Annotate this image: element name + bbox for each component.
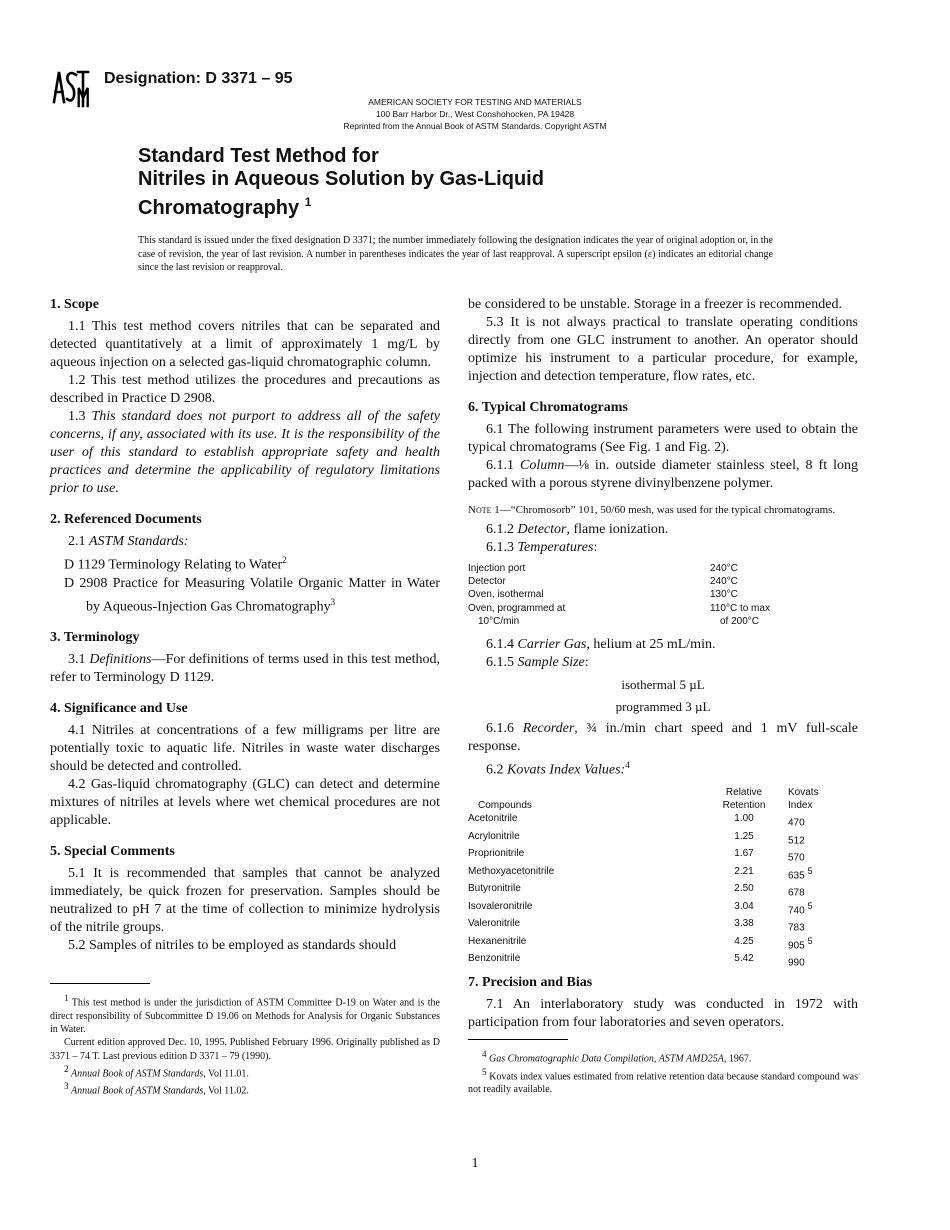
table-row (468, 952, 828, 970)
reference-d2908 (64, 575, 440, 617)
temp-row (468, 562, 798, 575)
compound-name: Methoxyacetonitrile (468, 865, 555, 877)
para-text: , helium at 25 mL/min. (586, 637, 716, 653)
para-num: 6.1.3 (486, 540, 514, 555)
footnote-1b: Current edition approved Dec. 10, 1995. Published February 1996. Originally published as D 3371 – 74 T. Last previous edition D 3371 – 79 (1990). (50, 1037, 440, 1062)
table-row (468, 917, 828, 935)
para-6-1-6 (468, 720, 858, 756)
para-5-2-continued: be considered to be unstable. Storage in a freezer is recommended. (468, 297, 842, 312)
table-row (468, 847, 828, 865)
footnote-text: Kovats index values estimated from relative retention data because standard compound was not readily available. (468, 1070, 858, 1096)
compound-name: Isovaleronitrile (468, 900, 533, 912)
para-num: 1.3 (68, 409, 86, 424)
footnote-text: , Vol 11.02. (203, 1085, 249, 1097)
compound-name: Acrylonitrile (468, 830, 520, 842)
temp-row (468, 615, 798, 628)
sample-programmed: programmed 3 µL (615, 699, 711, 715)
note-1 (468, 503, 858, 517)
para-num: 2.1 (68, 534, 86, 549)
para-4-1: 4.1 Nitriles at concentrations of a few milligrams per litre are potentially toxic to aquatic life. Nitriles in waste water discharges should be detected and controlled. (50, 723, 440, 775)
para-num: 6.1.1 (486, 458, 514, 473)
col-header: Retention (722, 799, 766, 811)
para-6-1-5 (468, 654, 858, 672)
footnote-mark: 4 (482, 1049, 487, 1059)
temp-label: 10°C/min (478, 615, 520, 627)
table-row (468, 830, 828, 848)
para-num: 6.2 (486, 762, 504, 778)
kovats-index: 740 (788, 905, 805, 917)
relative-retention: 3.38 (734, 918, 754, 930)
para-4-2: 4.2 Gas-liquid chromatography (GLC) can detect and determine mixtures of nitriles at levels where wet chemical procedures are not applicable. (50, 777, 440, 829)
relative-retention: 2.50 (734, 883, 754, 895)
kovats-header-row (468, 799, 828, 812)
term: Kovats Index Values: (507, 762, 626, 778)
footnote-mark: 4 (625, 760, 630, 771)
relative-retention: 4.25 (734, 935, 754, 947)
note-label: Note (468, 504, 492, 516)
col-header: Relative (725, 786, 763, 798)
footnote-5 (468, 1066, 858, 1097)
right-footnotes (468, 1048, 858, 1097)
para-num: 3.1 (68, 652, 86, 668)
para-num: 6.1.4 (486, 637, 514, 653)
table-row (468, 812, 828, 830)
footnote-mark: 5 (807, 935, 813, 946)
temp-value: 240°C (710, 563, 738, 574)
kovats-index: 570 (788, 852, 805, 864)
para-5-1: 5.1 It is recommended that samples that cannot be analyzed immediately, be quick frozen for preservation. Samples should be neutralized to pH 7 at the time of collection to minimize hydrolysis of the nitrile groups. (50, 866, 440, 936)
designation: Designation: D 3371 – 95 (104, 70, 293, 87)
safety-caveat: This standard does not purport to address all of the safety concerns, if any, associated with its use. It is the responsibility of the user of this standard to establish appropriate safety and health practices and determine the applicability of regulatory limitations prior to use. (50, 409, 440, 496)
footnote-text: , 1967. (723, 1053, 752, 1065)
term: Sample Size (517, 655, 585, 671)
temp-label: Oven, programmed at (468, 602, 566, 614)
para-text: , ¾ in./min chart speed and 1 mV full-scale response. (468, 721, 858, 755)
temp-value: of 200°C (720, 615, 760, 627)
temp-label: Oven, isothermal (468, 589, 544, 601)
temp-value: 240°C (710, 576, 738, 588)
footnote-title: Annual Book of ASTM Standards (71, 1068, 204, 1080)
para-6-1-3 (468, 539, 858, 557)
reference-d1129 (64, 551, 440, 575)
kovats-table (468, 786, 828, 970)
compound-name: Hexanenitrile (468, 935, 527, 947)
para-text: —⅛ in. outside diameter stainless steel, 8 ft long packed with a porous styrene divinylbenzene polymer. (468, 458, 859, 491)
footnote-title: Gas Chromatographic Data Compilation, ASTM AMD25A (489, 1053, 724, 1065)
reprint-notice: Reprinted from the Annual Book of ASTM Standards. Copyright ASTM (343, 121, 607, 131)
footnote-mark: 5 (482, 1066, 487, 1077)
org-name: AMERICAN SOCIETY FOR TESTING AND MATERIALS (368, 97, 582, 107)
ref-text: D 1129 Terminology Relating to Water (64, 557, 283, 573)
right-column (468, 296, 858, 1032)
para-text: : (584, 655, 589, 671)
footnote-mark: 2 (282, 555, 287, 565)
footnote-mark: 5 (807, 900, 813, 911)
title-line-2: Nitriles in Aqueous Solution by Gas-Liquid (138, 168, 544, 190)
term: Detector (517, 522, 567, 537)
para-5-3: 5.3 It is not always practical to translate operating conditions directly from one GLC instrument to another. An operator should optimize his instrument to a particular procedure, for example, injection and detection temperature, flow rates, etc. (468, 315, 858, 384)
compound-name: Valeronitrile (468, 918, 521, 930)
kovats-header-row (468, 786, 828, 799)
temp-value: 130°C (710, 589, 738, 601)
footnote-3 (50, 1080, 440, 1098)
para-6-1: 6.1 The following instrument parameters were used to obtain the typical chromatograms (See Fig. 1 and Fig. 2). (468, 422, 858, 455)
para-3-1 (50, 651, 440, 687)
temperature-table (468, 562, 798, 628)
section-3-heading: 3. Terminology (50, 630, 140, 646)
para-6-1-2 (468, 521, 858, 539)
relative-retention: 1.00 (734, 813, 754, 825)
compound-name: Proprionitrile (468, 848, 525, 860)
section-4-heading: 4. Significance and Use (50, 701, 188, 717)
footnote-mark: 3 (64, 1081, 69, 1092)
kovats-index: 470 (788, 817, 805, 829)
section-7-heading: 7. Precision and Bias (468, 974, 593, 990)
relative-retention: 5.42 (734, 953, 754, 965)
table-row (468, 900, 828, 918)
temp-row (468, 602, 798, 615)
title-footnote-mark: 1 (304, 195, 312, 209)
table-row (468, 935, 828, 953)
relative-retention: 3.04 (734, 900, 754, 912)
kovats-index: 678 (788, 887, 805, 899)
org-address: 100 Barr Harbor Dr., West Conshohocken, PA 19428 (375, 109, 575, 119)
relative-retention: 1.67 (734, 848, 754, 860)
astm-standards-label: ASTM Standards: (89, 534, 189, 549)
temp-label: Detector (468, 576, 506, 588)
footnote-mark: 3 (330, 596, 336, 607)
para-2-1 (50, 533, 440, 551)
note-text: 1—“Chromosorb” 101, 50/60 mesh, was used for the typical chromatograms. (494, 504, 836, 516)
relative-retention: 2.21 (734, 865, 754, 877)
para-6-1-4 (468, 636, 858, 654)
temp-row (468, 588, 798, 601)
para-7-1: 7.1 An interlaboratory study was conducted in 1972 with participation from four laboratories and seven operators. (468, 996, 858, 1030)
footnote-2 (50, 1063, 440, 1081)
footnote-mark: 5 (807, 865, 813, 876)
footnote-rule (50, 983, 150, 984)
compound-name: Acetonitrile (468, 813, 518, 825)
footnote-rule (468, 1039, 568, 1040)
sample-isothermal: isothermal 5 µL (621, 677, 705, 693)
para-num: 6.1.5 (486, 655, 514, 671)
standard-notice: This standard is issued under the fixed designation D 3371; the number immediately following the designation indicates the year of original adoption or, in the case of revision, the year of last revision. A number in parentheses indicates the year of last reapproval. A superscript epsilon (ε) indicates an editorial change since the last revision or reapproval. (138, 235, 773, 273)
para-num: 6.1.2 (486, 522, 514, 537)
temp-value: 110°C to max (710, 602, 770, 614)
footnote-mark: 2 (64, 1063, 69, 1074)
table-row (468, 882, 828, 900)
term: Column (520, 458, 565, 473)
document-title (138, 145, 758, 220)
table-row (468, 865, 828, 883)
section-5-heading: 5. Special Comments (50, 844, 175, 860)
footnote-title: Annual Book of ASTM Standards (71, 1085, 204, 1097)
col-header: Index (788, 799, 813, 811)
title-line-3: Chromatography (138, 197, 300, 219)
left-column (50, 296, 440, 955)
compound-name: Benzonitrile (468, 953, 521, 965)
para-num: 6.1.6 (486, 721, 514, 737)
para-text: —For definitions of terms used in this test method, refer to Terminology D 1129. (50, 652, 440, 686)
section-6-heading: 6. Typical Chromatograms (468, 400, 628, 415)
para-1-3 (50, 408, 440, 498)
term: Recorder (522, 721, 575, 737)
col-header: Kovats (788, 786, 819, 798)
footnote-text: This test method is under the jurisdiction of ASTM Committee D-19 on Water and is the direct responsibility of Subcommittee D 19.06 on Methods for Analysis for Organic Substances in Water. (50, 997, 440, 1035)
para-text: , flame ionization. (566, 522, 669, 537)
footnote-mark: 1 (64, 993, 69, 1003)
logo-text: ASTM (72, 94, 75, 95)
footnote-1 (50, 992, 440, 1036)
kovats-index: 512 (788, 834, 805, 846)
kovats-index: 990 (788, 957, 805, 969)
left-footnotes (50, 992, 440, 1098)
kovats-index: 635 (788, 870, 805, 881)
section-1-heading: 1. Scope (50, 297, 99, 312)
para-1-1: 1.1 This test method covers nitriles that can be separated and detected quantitatively at a limit of approximately 1 mg/L by aqueous injection on a selected gas-liquid chromatographic column. (50, 319, 440, 370)
para-1-2: 1.2 This test method utilizes the procedures and precautions as described in Practice D 2908. (50, 373, 440, 406)
kovats-index: 783 (788, 922, 805, 934)
para-6-2 (468, 756, 858, 780)
para-5-2: 5.2 Samples of nitriles to be employed as standards should (68, 938, 397, 954)
footnote-4 (468, 1048, 858, 1066)
temp-label: Injection port (468, 563, 526, 574)
relative-retention: 1.25 (734, 830, 754, 842)
col-header: Compounds (478, 799, 532, 811)
kovats-index: 905 (788, 940, 805, 952)
ref-text: D 2908 Practice for Measuring Volatile Organic Matter in Water by Aqueous-Injection Gas Chromatography (64, 575, 440, 615)
term: Temperatures (517, 540, 594, 555)
footnote-text: , Vol 11.01. (203, 1068, 249, 1080)
term: Definitions (89, 652, 152, 668)
para-6-1-1 (468, 457, 858, 493)
compound-name: Butyronitrile (468, 883, 521, 895)
title-line-1: Standard Test Method for (138, 145, 379, 167)
temp-row (468, 575, 798, 588)
section-2-heading: 2. Referenced Documents (50, 512, 202, 527)
page-number: 1 (471, 1156, 479, 1171)
para-text: : (593, 540, 598, 555)
term: Carrier Gas (517, 637, 587, 653)
